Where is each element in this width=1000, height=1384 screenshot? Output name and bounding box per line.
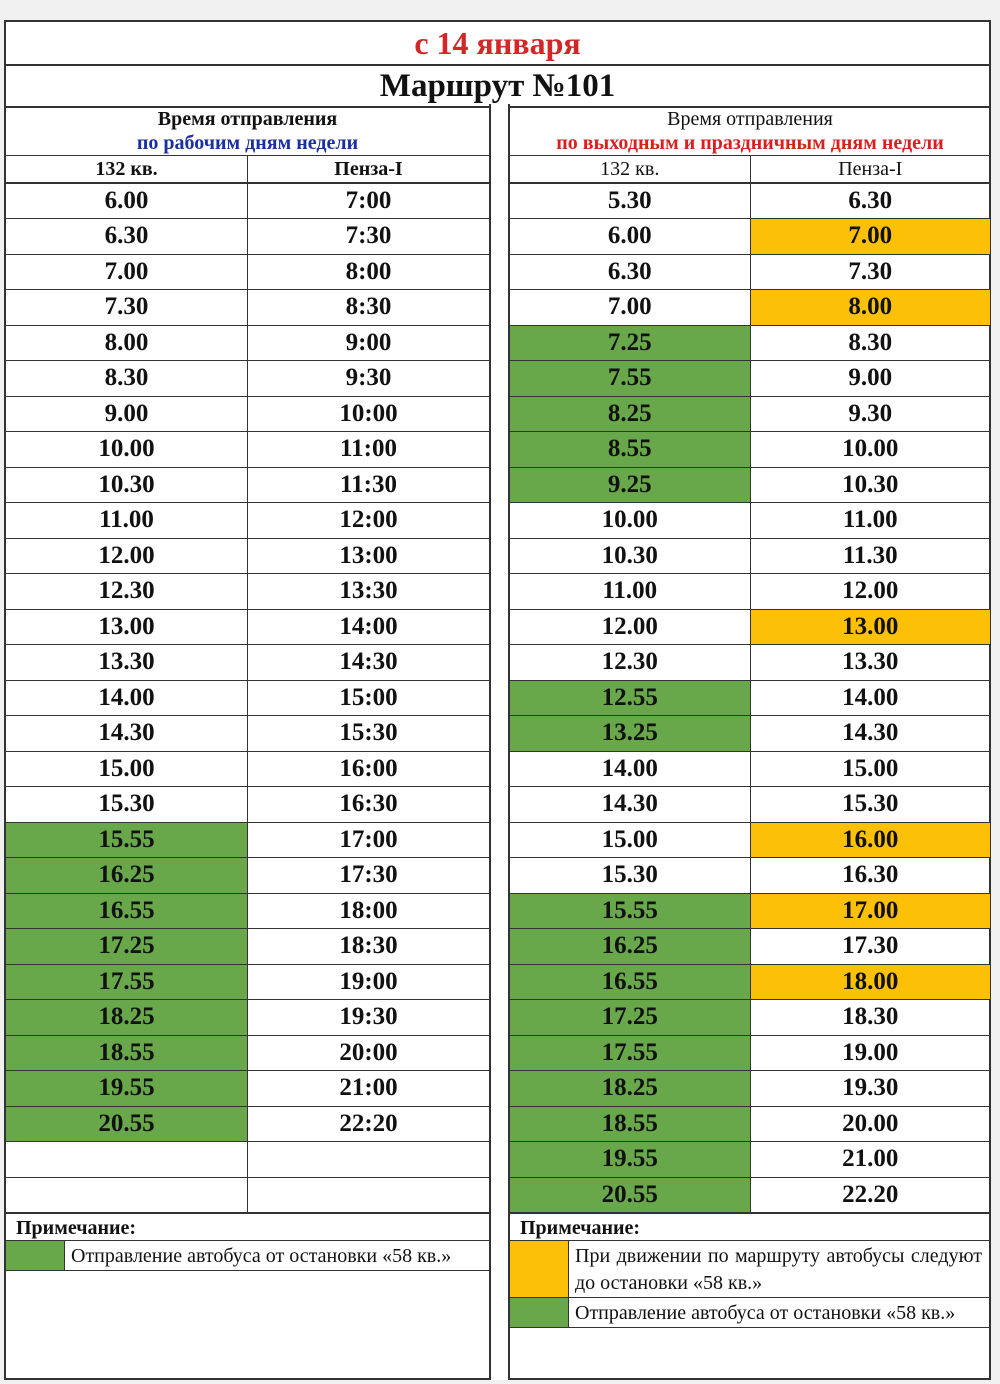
weekday-note-green-text: Отправление автобуса от остановки «58 кв.» bbox=[71, 1245, 452, 1267]
departure-time-penza: 11:30 bbox=[248, 467, 490, 503]
departure-time-132kv: 7.55 bbox=[510, 361, 750, 397]
weekend-note-green-text: Отправление автобуса от остановки «58 кв.» bbox=[575, 1302, 956, 1324]
weekday-schedule-row bbox=[6, 680, 489, 716]
departure-time-penza: 10.30 bbox=[750, 467, 990, 503]
departure-time-penza: 21:00 bbox=[248, 1071, 490, 1107]
departure-time-132kv: 11.00 bbox=[6, 503, 248, 539]
departure-time-penza: 18:30 bbox=[248, 929, 490, 965]
weekend-schedule-row bbox=[510, 219, 990, 255]
weekday-schedule-row bbox=[6, 929, 489, 965]
departure-time-132kv: 18.55 bbox=[6, 1035, 248, 1071]
departure-time-penza: 18:00 bbox=[248, 893, 490, 929]
departure-time-penza: 9.30 bbox=[750, 396, 990, 432]
weekday-heading-line1: Время отправления bbox=[157, 108, 338, 130]
weekend-schedule-row bbox=[510, 538, 990, 574]
departure-time-132kv: 9.25 bbox=[510, 467, 750, 503]
weekday-schedule-row bbox=[6, 396, 489, 432]
weekday-schedule-row bbox=[6, 822, 489, 858]
weekend-schedule-row bbox=[510, 787, 990, 823]
weekend-schedule-row bbox=[510, 183, 990, 219]
weekday-schedule-row bbox=[6, 503, 489, 539]
departure-time-penza: 13:30 bbox=[248, 574, 490, 610]
weekday-schedule-row bbox=[6, 538, 489, 574]
departure-time-penza: 12.00 bbox=[750, 574, 990, 610]
departure-time-132kv: 6.00 bbox=[6, 183, 248, 219]
departure-time-penza: 17.00 bbox=[750, 893, 990, 929]
departure-time-penza: 12:00 bbox=[248, 503, 490, 539]
weekday-schedule-row bbox=[6, 183, 489, 219]
departure-time-132kv: 8.55 bbox=[510, 432, 750, 468]
departure-time-penza: 14:00 bbox=[248, 609, 490, 645]
weekday-schedule-row bbox=[6, 893, 489, 929]
timetable-sheet bbox=[4, 20, 991, 1380]
departure-time-penza: 17.30 bbox=[750, 929, 990, 965]
departure-time-132kv: 14.00 bbox=[510, 751, 750, 787]
departure-time-penza: 6.30 bbox=[750, 183, 990, 219]
departure-time-132kv: 14.00 bbox=[6, 680, 248, 716]
departure-time-132kv: 13.00 bbox=[6, 609, 248, 645]
weekend-schedule-row bbox=[510, 751, 990, 787]
weekend-column-header bbox=[510, 156, 990, 183]
column-header-penza: Пенза-I bbox=[750, 156, 990, 183]
weekday-schedule-row bbox=[6, 787, 489, 823]
departure-time-penza: 19.00 bbox=[750, 1035, 990, 1071]
weekday-heading bbox=[6, 104, 489, 156]
departure-time-penza: 22.20 bbox=[750, 1177, 990, 1213]
departure-time-penza: 14.00 bbox=[750, 680, 990, 716]
departure-time-132kv: 16.55 bbox=[6, 893, 248, 929]
departure-time-132kv: 6.00 bbox=[510, 219, 750, 255]
weekend-schedule-row bbox=[510, 1071, 990, 1107]
weekend-schedule-row bbox=[510, 964, 990, 1000]
departure-time-132kv: 9.00 bbox=[6, 396, 248, 432]
weekday-schedule-row bbox=[6, 609, 489, 645]
departure-time-132kv: 16.25 bbox=[6, 858, 248, 894]
weekday-schedule-row bbox=[6, 716, 489, 752]
departure-time-penza: 14:30 bbox=[248, 645, 490, 681]
weekend-heading bbox=[510, 104, 990, 156]
departure-time-132kv: 13.30 bbox=[6, 645, 248, 681]
weekend-schedule-row bbox=[510, 822, 990, 858]
weekend-schedule-row bbox=[510, 858, 990, 894]
orange-legend-swatch bbox=[510, 1241, 569, 1297]
weekday-note-green bbox=[6, 1241, 489, 1271]
departure-time-penza: 15.30 bbox=[750, 787, 990, 823]
column-header-132kv: 132 кв. bbox=[510, 156, 750, 183]
weekday-schedule-row bbox=[6, 325, 489, 361]
weekday-schedule-row bbox=[6, 1035, 489, 1071]
route-title: Маршрут №101 bbox=[6, 66, 989, 108]
departure-time-132kv: 18.25 bbox=[6, 1000, 248, 1036]
departure-time-132kv: 15.00 bbox=[510, 822, 750, 858]
departure-time-penza bbox=[248, 1177, 490, 1213]
departure-time-penza bbox=[248, 1142, 490, 1178]
weekend-heading-line1: Время отправления bbox=[667, 108, 833, 130]
weekday-schedule-row bbox=[6, 254, 489, 290]
departure-time-132kv: 6.30 bbox=[6, 219, 248, 255]
weekend-schedule-row bbox=[510, 609, 990, 645]
weekday-schedule-row bbox=[6, 290, 489, 326]
departure-time-132kv: 11.00 bbox=[510, 574, 750, 610]
departure-time-132kv: 17.25 bbox=[510, 1000, 750, 1036]
departure-time-132kv: 5.30 bbox=[510, 183, 750, 219]
departure-time-penza: 19.30 bbox=[750, 1071, 990, 1107]
departure-time-132kv: 17.55 bbox=[6, 964, 248, 1000]
departure-time-132kv: 19.55 bbox=[510, 1142, 750, 1178]
departure-time-penza: 16:00 bbox=[248, 751, 490, 787]
weekday-schedule-row bbox=[6, 751, 489, 787]
weekend-schedule-row bbox=[510, 290, 990, 326]
departure-time-132kv: 10.30 bbox=[510, 538, 750, 574]
departure-time-132kv: 20.55 bbox=[510, 1177, 750, 1213]
departure-time-penza: 8:00 bbox=[248, 254, 490, 290]
weekend-notes bbox=[510, 1213, 990, 1328]
departure-time-132kv: 19.55 bbox=[6, 1071, 248, 1107]
column-header-penza: Пенза-I bbox=[248, 156, 490, 183]
weekday-schedule-row bbox=[6, 361, 489, 397]
departure-time-132kv: 12.55 bbox=[510, 680, 750, 716]
weekday-schedule-row bbox=[6, 1000, 489, 1036]
departure-time-132kv: 7.00 bbox=[6, 254, 248, 290]
departure-time-penza: 22:20 bbox=[248, 1106, 490, 1142]
weekend-schedule-row bbox=[510, 1177, 990, 1213]
effective-date: с 14 января bbox=[6, 22, 989, 66]
departure-time-132kv: 10.00 bbox=[6, 432, 248, 468]
weekday-schedule-row bbox=[6, 432, 489, 468]
departure-time-132kv: 8.00 bbox=[6, 325, 248, 361]
weekend-note-title: Примечание: bbox=[510, 1214, 990, 1241]
departure-time-132kv: 10.00 bbox=[510, 503, 750, 539]
departure-time-penza: 9.00 bbox=[750, 361, 990, 397]
departure-time-132kv: 12.00 bbox=[6, 538, 248, 574]
weekday-schedule-row bbox=[6, 1106, 489, 1142]
weekday-schedule-row bbox=[6, 1071, 489, 1107]
weekend-schedule-row bbox=[510, 893, 990, 929]
departure-time-penza: 11.00 bbox=[750, 503, 990, 539]
departure-time-penza: 16.30 bbox=[750, 858, 990, 894]
weekend-schedule-row bbox=[510, 929, 990, 965]
departure-time-132kv: 14.30 bbox=[510, 787, 750, 823]
departure-time-132kv: 7.25 bbox=[510, 325, 750, 361]
weekday-notes bbox=[6, 1213, 489, 1271]
departure-time-penza: 15.00 bbox=[750, 751, 990, 787]
departure-time-132kv: 12.30 bbox=[510, 645, 750, 681]
departure-time-penza: 7.30 bbox=[750, 254, 990, 290]
green-legend-swatch bbox=[510, 1298, 569, 1327]
departure-time-132kv: 10.30 bbox=[6, 467, 248, 503]
departure-time-penza: 18.00 bbox=[750, 964, 990, 1000]
departure-time-132kv: 6.30 bbox=[510, 254, 750, 290]
departure-time-132kv: 17.25 bbox=[6, 929, 248, 965]
departure-time-penza: 7.00 bbox=[750, 219, 990, 255]
departure-time-penza: 15:00 bbox=[248, 680, 490, 716]
departure-time-132kv: 15.00 bbox=[6, 751, 248, 787]
departure-time-penza: 21.00 bbox=[750, 1142, 990, 1178]
departure-time-penza: 20:00 bbox=[248, 1035, 490, 1071]
departure-time-132kv bbox=[6, 1142, 248, 1178]
weekend-schedule-row bbox=[510, 361, 990, 397]
departure-time-penza: 18.30 bbox=[750, 1000, 990, 1036]
weekend-schedule-row bbox=[510, 1142, 990, 1178]
departure-time-132kv: 13.25 bbox=[510, 716, 750, 752]
weekday-note-title: Примечание: bbox=[6, 1214, 489, 1241]
weekend-note-orange-text: При движении по маршруту автобусы следуют до остановки «58 кв.» bbox=[575, 1245, 982, 1294]
departure-time-penza: 19:30 bbox=[248, 1000, 490, 1036]
departure-time-penza: 13.00 bbox=[750, 609, 990, 645]
departure-time-penza: 9:00 bbox=[248, 325, 490, 361]
weekend-note-orange bbox=[510, 1241, 990, 1298]
departure-time-132kv: 15.55 bbox=[6, 822, 248, 858]
departure-time-penza: 10:00 bbox=[248, 396, 490, 432]
weekend-schedule-table bbox=[510, 156, 990, 1213]
weekend-schedule-row bbox=[510, 716, 990, 752]
departure-time-penza: 9:30 bbox=[248, 361, 490, 397]
panel-divider bbox=[489, 104, 510, 1380]
weekend-schedule-row bbox=[510, 1035, 990, 1071]
departure-time-penza: 15:30 bbox=[248, 716, 490, 752]
departure-time-132kv: 18.55 bbox=[510, 1106, 750, 1142]
departure-time-penza: 8.30 bbox=[750, 325, 990, 361]
weekday-heading-line2: по рабочим дням недели bbox=[136, 132, 359, 154]
departure-time-penza: 20.00 bbox=[750, 1106, 990, 1142]
departure-time-penza: 16:30 bbox=[248, 787, 490, 823]
weekend-note-green bbox=[510, 1298, 990, 1328]
departure-time-132kv: 7.00 bbox=[510, 290, 750, 326]
departure-time-penza: 17:30 bbox=[248, 858, 490, 894]
departure-time-penza: 11:00 bbox=[248, 432, 490, 468]
departure-time-132kv: 20.55 bbox=[6, 1106, 248, 1142]
weekend-schedule-row bbox=[510, 254, 990, 290]
weekend-schedule-row bbox=[510, 1000, 990, 1036]
departure-time-132kv: 18.25 bbox=[510, 1071, 750, 1107]
weekday-schedule-row bbox=[6, 1142, 489, 1178]
weekend-schedule-row bbox=[510, 467, 990, 503]
weekday-schedule-row bbox=[6, 1177, 489, 1213]
departure-time-penza: 16.00 bbox=[750, 822, 990, 858]
departure-time-penza: 14.30 bbox=[750, 716, 990, 752]
weekend-schedule-row bbox=[510, 325, 990, 361]
column-header-132kv: 132 кв. bbox=[6, 156, 248, 183]
departure-time-132kv: 7.30 bbox=[6, 290, 248, 326]
departure-time-132kv: 12.00 bbox=[510, 609, 750, 645]
departure-time-penza: 17:00 bbox=[248, 822, 490, 858]
departure-time-penza: 8.00 bbox=[750, 290, 990, 326]
weekend-schedule-row bbox=[510, 680, 990, 716]
departure-time-penza: 13.30 bbox=[750, 645, 990, 681]
departure-time-132kv: 16.55 bbox=[510, 964, 750, 1000]
departure-time-penza: 19:00 bbox=[248, 964, 490, 1000]
weekday-schedule-row bbox=[6, 219, 489, 255]
weekend-schedule-row bbox=[510, 503, 990, 539]
weekday-panel bbox=[6, 104, 489, 1271]
departure-time-132kv: 17.55 bbox=[510, 1035, 750, 1071]
weekend-heading-line2: по выходным и праздничным дням недели bbox=[556, 132, 944, 154]
weekday-schedule-table bbox=[6, 156, 489, 1213]
departure-time-132kv: 15.55 bbox=[510, 893, 750, 929]
weekday-schedule-row bbox=[6, 964, 489, 1000]
weekday-schedule-row bbox=[6, 467, 489, 503]
weekend-schedule-row bbox=[510, 574, 990, 610]
weekday-schedule-row bbox=[6, 858, 489, 894]
departure-time-132kv: 12.30 bbox=[6, 574, 248, 610]
departure-time-penza: 7:00 bbox=[248, 183, 490, 219]
departure-time-132kv: 14.30 bbox=[6, 716, 248, 752]
weekend-panel bbox=[510, 104, 990, 1328]
departure-time-132kv: 8.25 bbox=[510, 396, 750, 432]
weekday-schedule-row bbox=[6, 645, 489, 681]
departure-time-132kv: 15.30 bbox=[510, 858, 750, 894]
departure-time-penza: 8:30 bbox=[248, 290, 490, 326]
departure-time-132kv: 15.30 bbox=[6, 787, 248, 823]
weekday-schedule-row bbox=[6, 574, 489, 610]
departure-time-penza: 11.30 bbox=[750, 538, 990, 574]
weekend-schedule-row bbox=[510, 396, 990, 432]
weekend-schedule-row bbox=[510, 645, 990, 681]
weekday-column-header bbox=[6, 156, 489, 183]
departure-time-penza: 10.00 bbox=[750, 432, 990, 468]
green-legend-swatch bbox=[6, 1241, 65, 1270]
departure-time-132kv: 8.30 bbox=[6, 361, 248, 397]
departure-time-132kv bbox=[6, 1177, 248, 1213]
departure-time-penza: 7:30 bbox=[248, 219, 490, 255]
departure-time-132kv: 16.25 bbox=[510, 929, 750, 965]
departure-time-penza: 13:00 bbox=[248, 538, 490, 574]
weekend-schedule-row bbox=[510, 1106, 990, 1142]
weekend-schedule-row bbox=[510, 432, 990, 468]
